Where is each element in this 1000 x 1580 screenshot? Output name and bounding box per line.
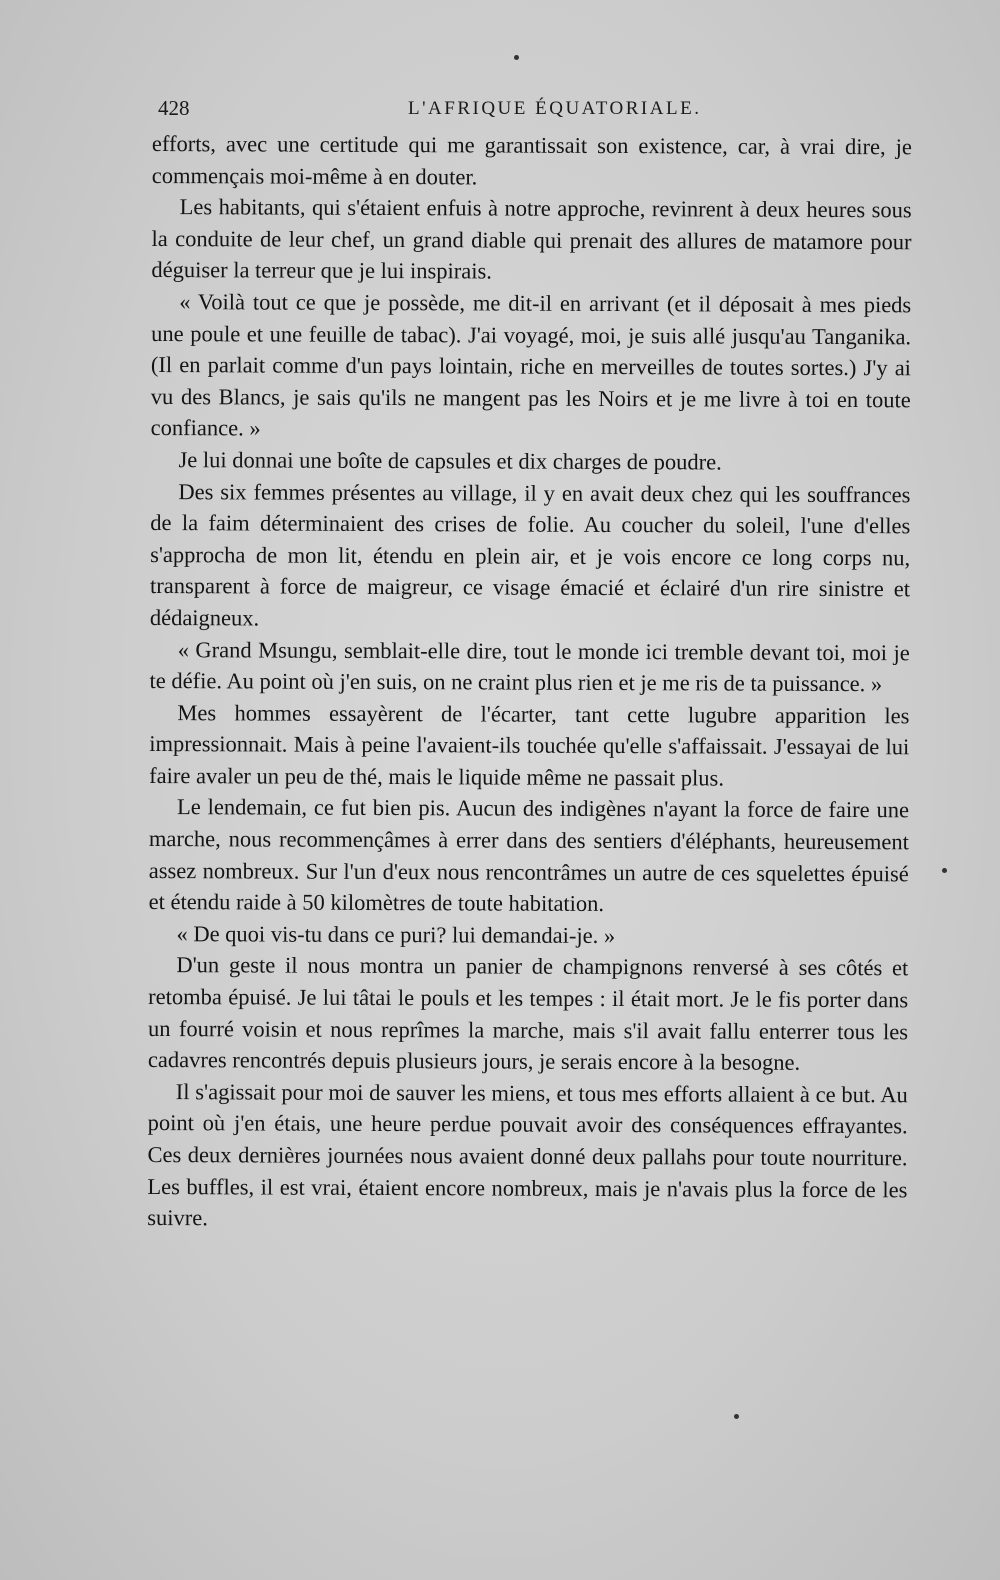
running-title: L'AFRIQUE ÉQUATORIALE. [408, 98, 702, 119]
paragraph: « De quoi vis-tu dans ce puri? lui demandai-je. » [176, 920, 616, 948]
page-number: 428 [158, 96, 190, 120]
ink-speck [734, 1414, 739, 1419]
paragraph: Le lendemain, ce fut bien pis. Aucun des indigènes n'ayant la force de faire une marche, nous recommençâmes à errer dans des sentiers d'éléphants, heureusement assez nombreux. Sur l'un d'eux nous rencontrâmes un autre de ces squelettes épuisé et étendu raide à 50 kilomètres de toute habitation. [148, 794, 910, 917]
ink-speck [942, 868, 947, 873]
ink-speck [514, 55, 519, 60]
paragraph: Des six femmes présentes au village, il y en avait deux chez qui les souffrances de la faim déterminaient des crises de folie. Au coucher du soleil, l'une d'elles s'approcha de mon lit, étendu en plein air, et je vois encore ce long corps nu, transparent à force de maigreur, ce visage émacié et éclairé d'un rire sinistre et dédaigneux. [149, 478, 911, 631]
paragraph: « Grand Msungu, semblait-elle dire, tout le monde ici tremble devant toi, moi je te défie. Au point où j'en suis, on ne craint plus rien et je me ris de ta puissance. » [149, 636, 910, 697]
paragraph: Mes hommes essayèrent de l'écarter, tant cette lugubre apparition les impressionnait. Mais à peine l'avaient-ils touchée qu'elle s'affaissait. J'essayai de lui faire avaler un peu de thé, mais le liquide même ne passait plus. [149, 699, 910, 791]
paragraph: Il s'agissait pour moi de sauver les miens, et tous mes efforts allaient à ce but. Au point où j'en étais, une heure perdue pouvait avoir des conséquences effrayantes. Ces deux dernières journées nous avaient donné deux pallahs pour toute nourriture. Les buffles, il est vrai, étaient encore nombreux, mais je n'avais plus la force de les suivre. [147, 1078, 908, 1231]
page-header [158, 96, 918, 126]
body-text [147, 128, 912, 1237]
paragraph: Je lui donnai une boîte de capsules et dix charges de poudre. [178, 447, 722, 475]
paragraph: « Voilà tout ce que je possède, me dit-il en arrivant (et il déposait à mes pieds une poule et une feuille de tabac). J'ai voyagé, moi, je suis allé jusqu'au Tanganika. (Il en parlait comme d'un pays lointain, riche en merveilles de toutes sortes.) J'y ai vu des Blancs, je sais qu'ils ne mangent pas les Noirs et je me livre à toi en toute confiance. » [150, 289, 912, 441]
paragraph: D'un geste il nous montra un panier de champignons renversé à ses côtés et retomba épuisé. Je lui tâtai le pouls et les tempes : il était mort. Je le fis porter dans un fourré voisin et nous reprîmes la marche, mais s'il avait fallu enterrer tous les cadavres rencontrés depuis plusieurs jours, je serais encore à la besogne. [147, 952, 909, 1076]
paragraph: efforts, avec une certitude qui me garantissait son existence, car, à vrai dire, je commençais moi-même à en douter. [151, 130, 912, 190]
paragraph: Les habitants, qui s'étaient enfuis à notre approche, revinrent à deux heures sous la conduite de leur chef, un grand diable qui prenait des allures de matamore pour déguiser la terreur que je lui inspirais. [151, 194, 912, 284]
